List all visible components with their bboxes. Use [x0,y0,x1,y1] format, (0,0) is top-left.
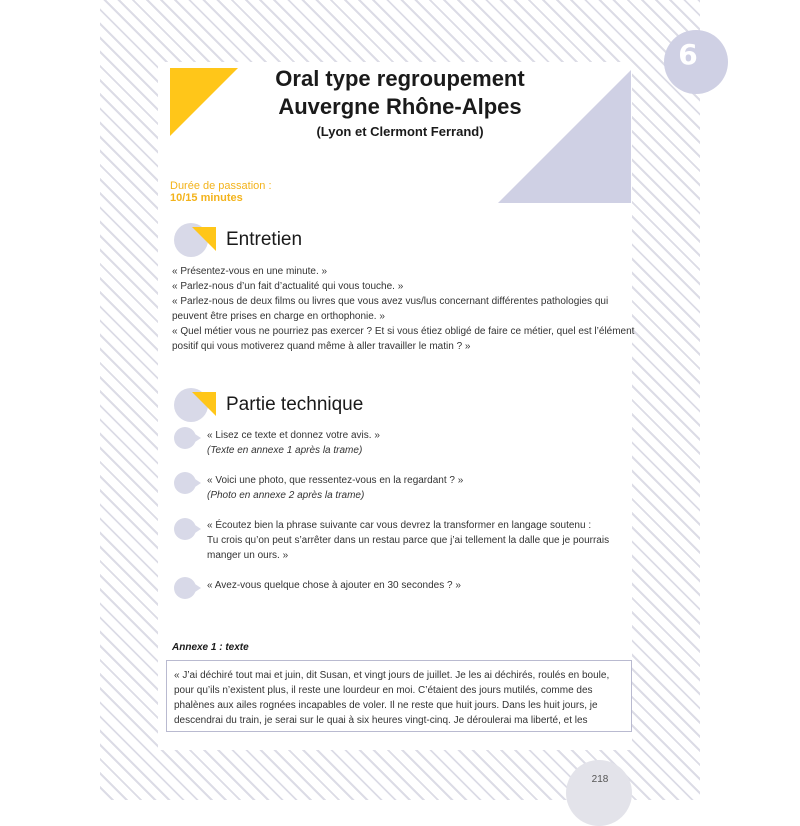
entretien-line: « Parlez-nous de deux films ou livres que vous avez vus/lus concernant différentes pathologies qui [172,296,609,307]
duration-label: Durée de passation : [170,180,272,192]
corner-triangle-yellow [170,68,238,136]
technique-item-line: « Avez-vous quelque chose à ajouter en 30 secondes ? » [207,580,461,591]
technique-item-line: « Lisez ce texte et donnez votre avis. » [207,430,380,441]
page-subtitle: (Lyon et Clermont Ferrand) [316,124,484,139]
chapter-number: 6 [678,38,698,71]
bullet-icon [174,427,196,449]
bullet-icon [174,518,196,540]
annexe-line: descendrai du train, je serai sur le quai à six heures vingt-cinq. Je déroulerai ma liberté, et les [174,715,588,726]
entretien-line: « Présentez-vous en une minute. » [172,266,328,277]
technique-item-note: (Photo en annexe 2 après la trame) [207,490,365,501]
annexe-title: Annexe 1 : texte [172,642,249,653]
section-triangle-icon [192,392,216,416]
technique-item-line: « Voici une photo, que ressentez-vous en la regardant ? » [207,475,464,486]
entretien-line: « Parlez-nous d’un fait d’actualité qui vous touche. » [172,281,404,292]
entretien-line: positif qui vous motiverez quand même à aller travailler le matin ? » [172,341,471,352]
entretien-line: peuvent être prises en charge en orthophonie. » [172,311,385,322]
technique-item-line: Tu crois qu’on peut s’arrêter dans un restau parce que j’ai tellement la dalle que je pourrais [207,535,610,546]
technique-item-line: « Écoutez bien la phrase suivante car vous devrez la transformer en langage soutenu : [207,520,592,531]
entretien-line: « Quel métier vous ne pourriez pas exercer ? Et si vous étiez obligé de faire ce métier, quel est l’élément [172,326,635,337]
section-heading-entretien: Entretien [226,229,303,250]
technique-item-line: manger un ours. » [207,550,289,561]
page-title-line2: Auvergne Rhône-Alpes [278,94,522,119]
page-title-line1: Oral type regroupement [275,66,525,91]
annexe-line: pour qu’ils n’existent plus, il reste une lourdeur en moi. C’étaient des jours mutilés, comme des [174,685,593,696]
annexe-line: « J’ai déchiré tout mai et juin, dit Susan, et vingt jours de juillet. Je les ai déchirés, roulés en boule, [174,670,610,681]
bullet-icon [174,472,196,494]
duration-value: 10/15 minutes [170,192,243,204]
section-heading-technique: Partie technique [226,394,364,415]
technique-item-note: (Texte en annexe 1 après la trame) [207,445,363,456]
annexe-line: phalènes aux ailes rognées incapables de voler. Il ne reste que huit jours. Dans les huit jours, je [174,700,598,711]
bullet-icon [174,577,196,599]
section-triangle-icon [192,227,216,251]
page-number: 218 [591,774,609,785]
page-number-tab [566,760,632,826]
